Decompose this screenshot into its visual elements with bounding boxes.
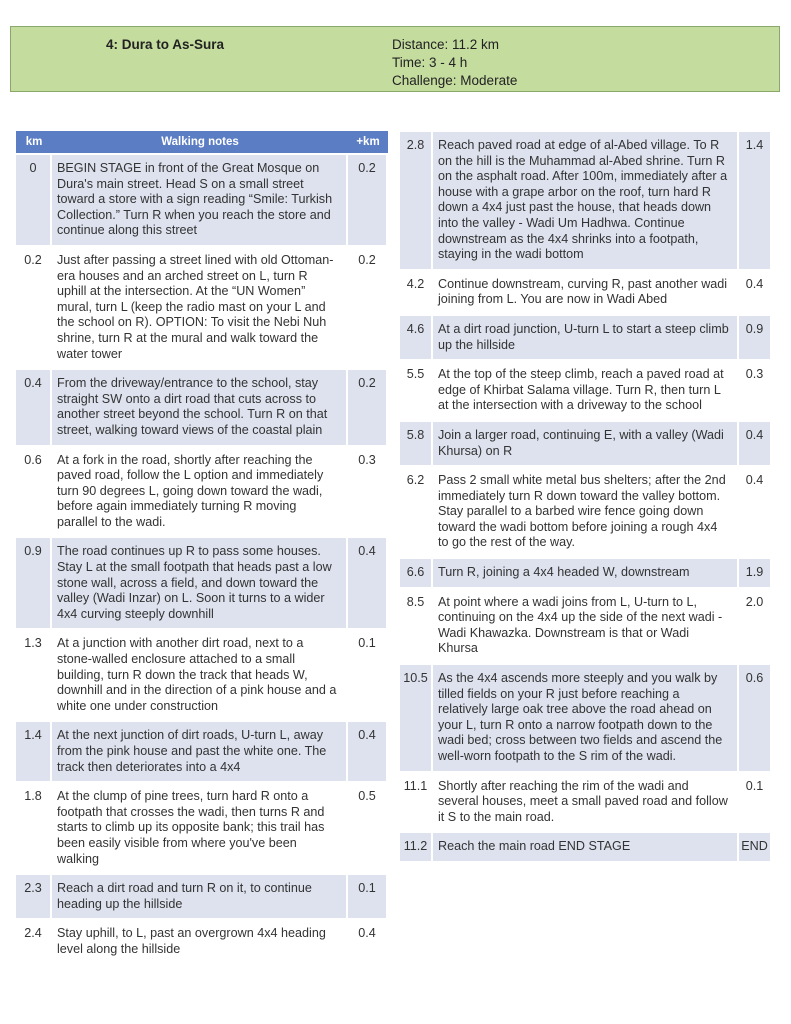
table-row — [16, 247, 388, 368]
table-row — [400, 559, 772, 587]
row-km: 0 — [16, 155, 52, 245]
row-plus-km: 2.0 — [739, 589, 772, 663]
row-note: As the 4x4 ascends more steeply and you walk by tilled fields on your R just before reaching a relatively large oak tree above the road ahead on your L, turn R onto a narrow footpath down to the wadi bed; cross between two fields and ascend the well-worn footpath to the S rim of the wadi. — [433, 665, 739, 771]
row-note: Turn R, joining a 4x4 headed W, downstream — [433, 559, 739, 587]
table-row — [16, 920, 388, 963]
row-plus-km: 0.2 — [348, 370, 388, 444]
row-km: 1.3 — [16, 630, 52, 720]
row-plus-km: 0.4 — [739, 422, 772, 465]
row-km: 0.9 — [16, 538, 52, 628]
row-plus-km: 0.4 — [739, 467, 772, 557]
col-header-plus-km: +km — [348, 131, 388, 153]
table-row — [400, 773, 772, 832]
row-note: Shortly after reaching the rim of the wadi and several houses, meet a small paved road and follow it S to the main road. — [433, 773, 739, 832]
row-note: Reach paved road at edge of al-Abed village. To R on the hill is the Muhammad al-Abed shrine. Turn R on the asphalt road. After 100m, immediately after a house with a grape arbor on the roof, turn hard R down a 4x4 just past the house, that heads down into the valley - Wadi Um Hadhwa. Continue downstream as the 4x4 shrinks into a footpath, staying in the wadi bottom — [433, 132, 739, 269]
stage-header — [10, 26, 780, 92]
table-header-row — [16, 131, 388, 153]
row-plus-km: 0.2 — [348, 247, 388, 368]
table-row — [400, 271, 772, 314]
col-header-km: km — [16, 131, 52, 153]
row-km: 11.2 — [400, 833, 433, 861]
row-note: BEGIN STAGE in front of the Great Mosque on Dura's main street. Head S on a small street toward a store with a sign reading “Smile: Turkish Collection.” Turn R when you reach the store and continue along this street — [52, 155, 348, 245]
row-plus-km: 0.1 — [348, 630, 388, 720]
walking-notes-table-left — [16, 129, 388, 966]
row-note: Just after passing a street lined with old Ottoman-era houses and an arched street on L, turn R uphill at the intersection. At the “UN Women” mural, turn L (keep the radio mast on your L and the school on R). OPTION: To visit the Nebi Nuh shrine, turn R at the mural and walk toward the water tower — [52, 247, 348, 368]
table-row — [400, 361, 772, 420]
table-row — [16, 783, 388, 873]
row-km: 4.2 — [400, 271, 433, 314]
stage-distance: Distance: 11.2 km — [392, 37, 500, 52]
row-plus-km: 0.5 — [348, 783, 388, 873]
row-note: Join a larger road, continuing E, with a valley (Wadi Khursa) on R — [433, 422, 739, 465]
row-note: Reach a dirt road and turn R on it, to continue heading up the hillside — [52, 875, 348, 918]
table-row — [400, 665, 772, 771]
row-plus-km: 0.1 — [348, 875, 388, 918]
row-plus-km: 0.4 — [348, 538, 388, 628]
row-plus-km: 0.1 — [739, 773, 772, 832]
table-row — [16, 722, 388, 781]
row-km: 2.8 — [400, 132, 433, 269]
row-note: At a dirt road junction, U-turn L to start a steep climb up the hillside — [433, 316, 739, 359]
row-km: 1.4 — [16, 722, 52, 781]
table-row — [400, 316, 772, 359]
table-row — [16, 538, 388, 628]
row-plus-km: END — [739, 833, 772, 861]
row-km: 2.4 — [16, 920, 52, 963]
row-km: 2.3 — [16, 875, 52, 918]
col-header-notes: Walking notes — [52, 131, 348, 153]
table-row — [16, 155, 388, 245]
stage-time: Time: 3 - 4 h — [392, 55, 468, 70]
table-row — [400, 132, 772, 269]
stage-title: 4: Dura to As-Sura — [106, 37, 225, 52]
row-plus-km: 0.2 — [348, 155, 388, 245]
row-note: At point where a wadi joins from L, U-turn to L, continuing on the 4x4 up the side of the next wadi - Wadi Khawazka. Downstream is that or Wadi Khursa — [433, 589, 739, 663]
table-row — [16, 630, 388, 720]
row-note: At the top of the steep climb, reach a paved road at edge of Khirbat Salama village. Turn R, then turn L at the intersection with a driveway to the school — [433, 361, 739, 420]
table-row — [16, 370, 388, 444]
row-plus-km: 0.3 — [739, 361, 772, 420]
table-row — [400, 422, 772, 465]
row-note: At a fork in the road, shortly after reaching the paved road, follow the L option and immediately turn 90 degrees L, going down toward the wadi, before again immediately turning R moving parallel to the wadi. — [52, 447, 348, 537]
row-km: 0.4 — [16, 370, 52, 444]
row-km: 4.6 — [400, 316, 433, 359]
row-km: 5.5 — [400, 361, 433, 420]
walking-notes-table-right — [400, 130, 772, 863]
row-plus-km: 0.4 — [348, 920, 388, 963]
row-plus-km: 1.4 — [739, 132, 772, 269]
row-km: 11.1 — [400, 773, 433, 832]
row-km: 0.6 — [16, 447, 52, 537]
row-note: Reach the main road END STAGE — [433, 833, 739, 861]
row-note: Continue downstream, curving R, past another wadi joining from L. You are now in Wadi Abed — [433, 271, 739, 314]
row-note: Stay uphill, to L, past an overgrown 4x4 heading level along the hillside — [52, 920, 348, 963]
row-km: 6.6 — [400, 559, 433, 587]
table-row — [16, 875, 388, 918]
stage-info — [392, 36, 517, 90]
table-row — [400, 589, 772, 663]
row-km: 1.8 — [16, 783, 52, 873]
row-plus-km: 0.6 — [739, 665, 772, 771]
table-row — [400, 467, 772, 557]
row-note: At the next junction of dirt roads, U-turn L, away from the pink house and past the white one. The track then deteriorates into a 4x4 — [52, 722, 348, 781]
row-km: 6.2 — [400, 467, 433, 557]
row-km: 0.2 — [16, 247, 52, 368]
row-plus-km: 0.9 — [739, 316, 772, 359]
row-plus-km: 0.4 — [739, 271, 772, 314]
row-km: 5.8 — [400, 422, 433, 465]
table-row — [400, 833, 772, 861]
row-km: 8.5 — [400, 589, 433, 663]
row-note: The road continues up R to pass some houses. Stay L at the small footpath that heads past a low stone wall, across a field, and down toward the valley (Wadi Inzar) on L. Soon it turns to a wider 4x4 curving steeply downhill — [52, 538, 348, 628]
row-note: At a junction with another dirt road, next to a stone-walled enclosure attached to a small building, turn R down the track that heads W, downhill and in the direction of a pink house and a white one under construction — [52, 630, 348, 720]
row-note: At the clump of pine trees, turn hard R onto a footpath that crosses the wadi, then turns R and starts to climb up its opposite bank; this trail has been easily visible from where you've been walking — [52, 783, 348, 873]
table-row — [16, 447, 388, 537]
row-plus-km: 0.4 — [348, 722, 388, 781]
row-plus-km: 1.9 — [739, 559, 772, 587]
stage-challenge: Challenge: Moderate — [392, 73, 518, 88]
row-km: 10.5 — [400, 665, 433, 771]
row-note: From the driveway/entrance to the school, stay straight SW onto a dirt road that cuts across to another street beyond the school. Turn R on that street, walking toward views of the coastal plain — [52, 370, 348, 444]
row-note: Pass 2 small white metal bus shelters; after the 2nd immediately turn R down toward the valley bottom. Stay parallel to a barbed wire fence going down toward the wadi bottom before joining a rough 4x4 to go the rest of the way. — [433, 467, 739, 557]
row-plus-km: 0.3 — [348, 447, 388, 537]
